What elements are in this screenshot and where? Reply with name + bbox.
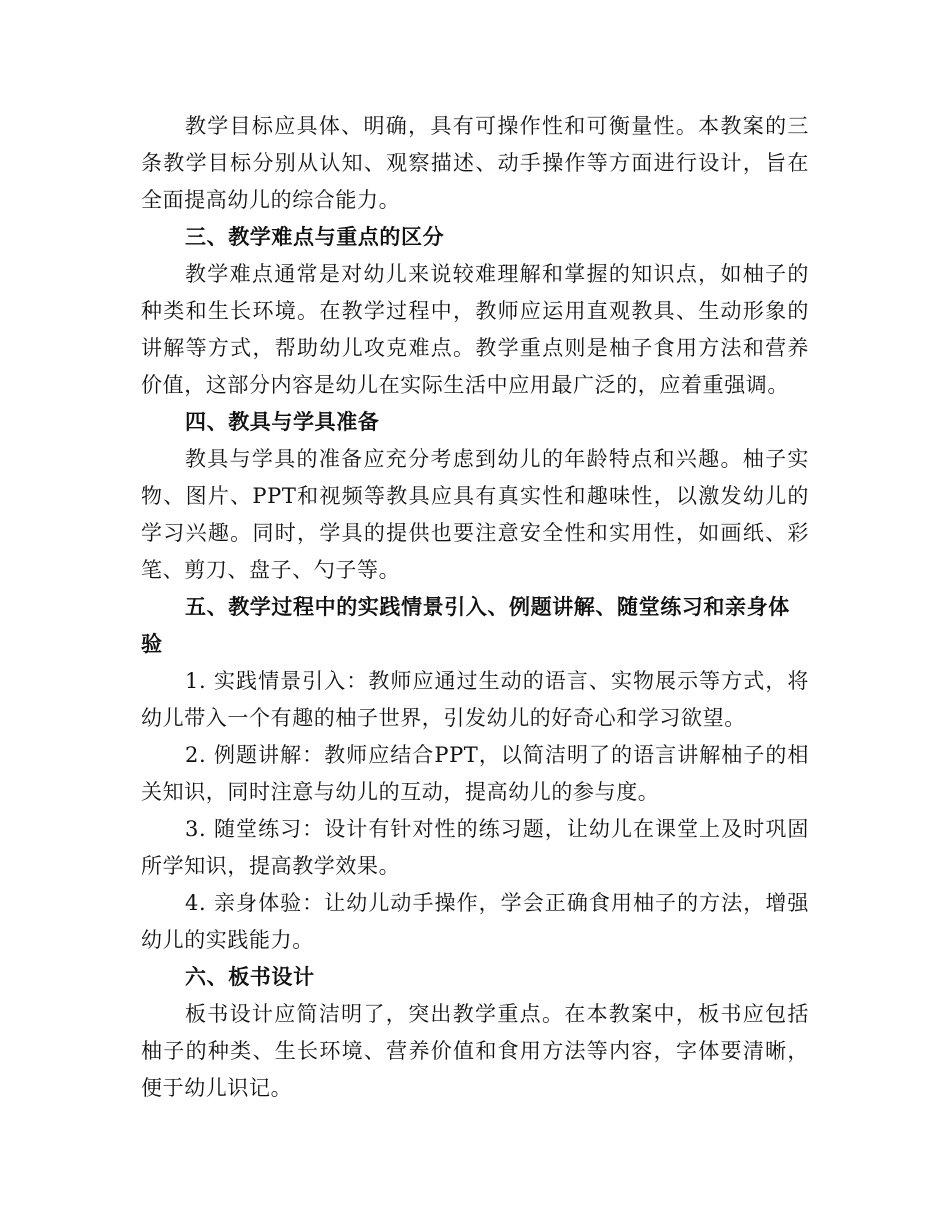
- paragraph-difficulty-focus: 教学难点通常是对幼儿来说较难理解和掌握的知识点，如柚子的种类和生长环境。在教学过程中，教师应运用直观教具、生动形象的讲解等方式，帮助幼儿攻克难点。教学重点则是柚子食用方法和营养价值，这部分内容是幼儿在实际生活中应用最广泛的，应着重强调。: [141, 262, 809, 397]
- section-heading-board-design: 六、板书设计: [185, 965, 315, 989]
- list-item-example-explanation: 2. 例题讲解：教师应结合PPT，以简洁明了的语言讲解柚子的相关知识，同时注意与幼儿的互动，提高幼儿的参与度。: [141, 743, 809, 804]
- list-item-scenario-introduction: 1. 实践情景引入：教师应通过生动的语言、实物展示等方式，将幼儿带入一个有趣的柚子世界，引发幼儿的好奇心和学习欲望。: [141, 669, 809, 730]
- paragraph-teaching-aids: 教具与学具的准备应充分考虑到幼儿的年龄特点和兴趣。柚子实物、图片、PPT和视频等教具应具有真实性和趣味性，以激发幼儿的学习兴趣。同时，学具的提供也要注意安全性和实用性，如画纸、彩笔、剪刀、盘子、勺子等。: [141, 447, 809, 582]
- section-heading-teaching-aids: 四、教具与学具准备: [185, 410, 380, 434]
- document-body: [141, 108, 809, 1107]
- section-heading-teaching-process: 五、教学过程中的实践情景引入、例题讲解、随堂练习和亲身体验: [141, 595, 790, 656]
- paragraph-board-design: 板书设计应简洁明了，突出教学重点。在本教案中，板书应包括柚子的种类、生长环境、营养价值和食用方法等内容，字体要清晰，便于幼儿识记。: [141, 1002, 809, 1100]
- paragraph-teaching-objectives: 教学目标应具体、明确，具有可操作性和可衡量性。本教案的三条教学目标分别从认知、观察描述、动手操作等方面进行设计，旨在全面提高幼儿的综合能力。: [141, 114, 809, 212]
- section-heading-difficulty-focus: 三、教学难点与重点的区分: [185, 225, 445, 249]
- list-item-classroom-practice: 3. 随堂练习：设计有针对性的练习题，让幼儿在课堂上及时巩固所学知识，提高教学效果。: [141, 817, 809, 878]
- list-item-hands-on-experience: 4. 亲身体验：让幼儿动手操作，学会正确食用柚子的方法，增强幼儿的实践能力。: [141, 891, 809, 952]
